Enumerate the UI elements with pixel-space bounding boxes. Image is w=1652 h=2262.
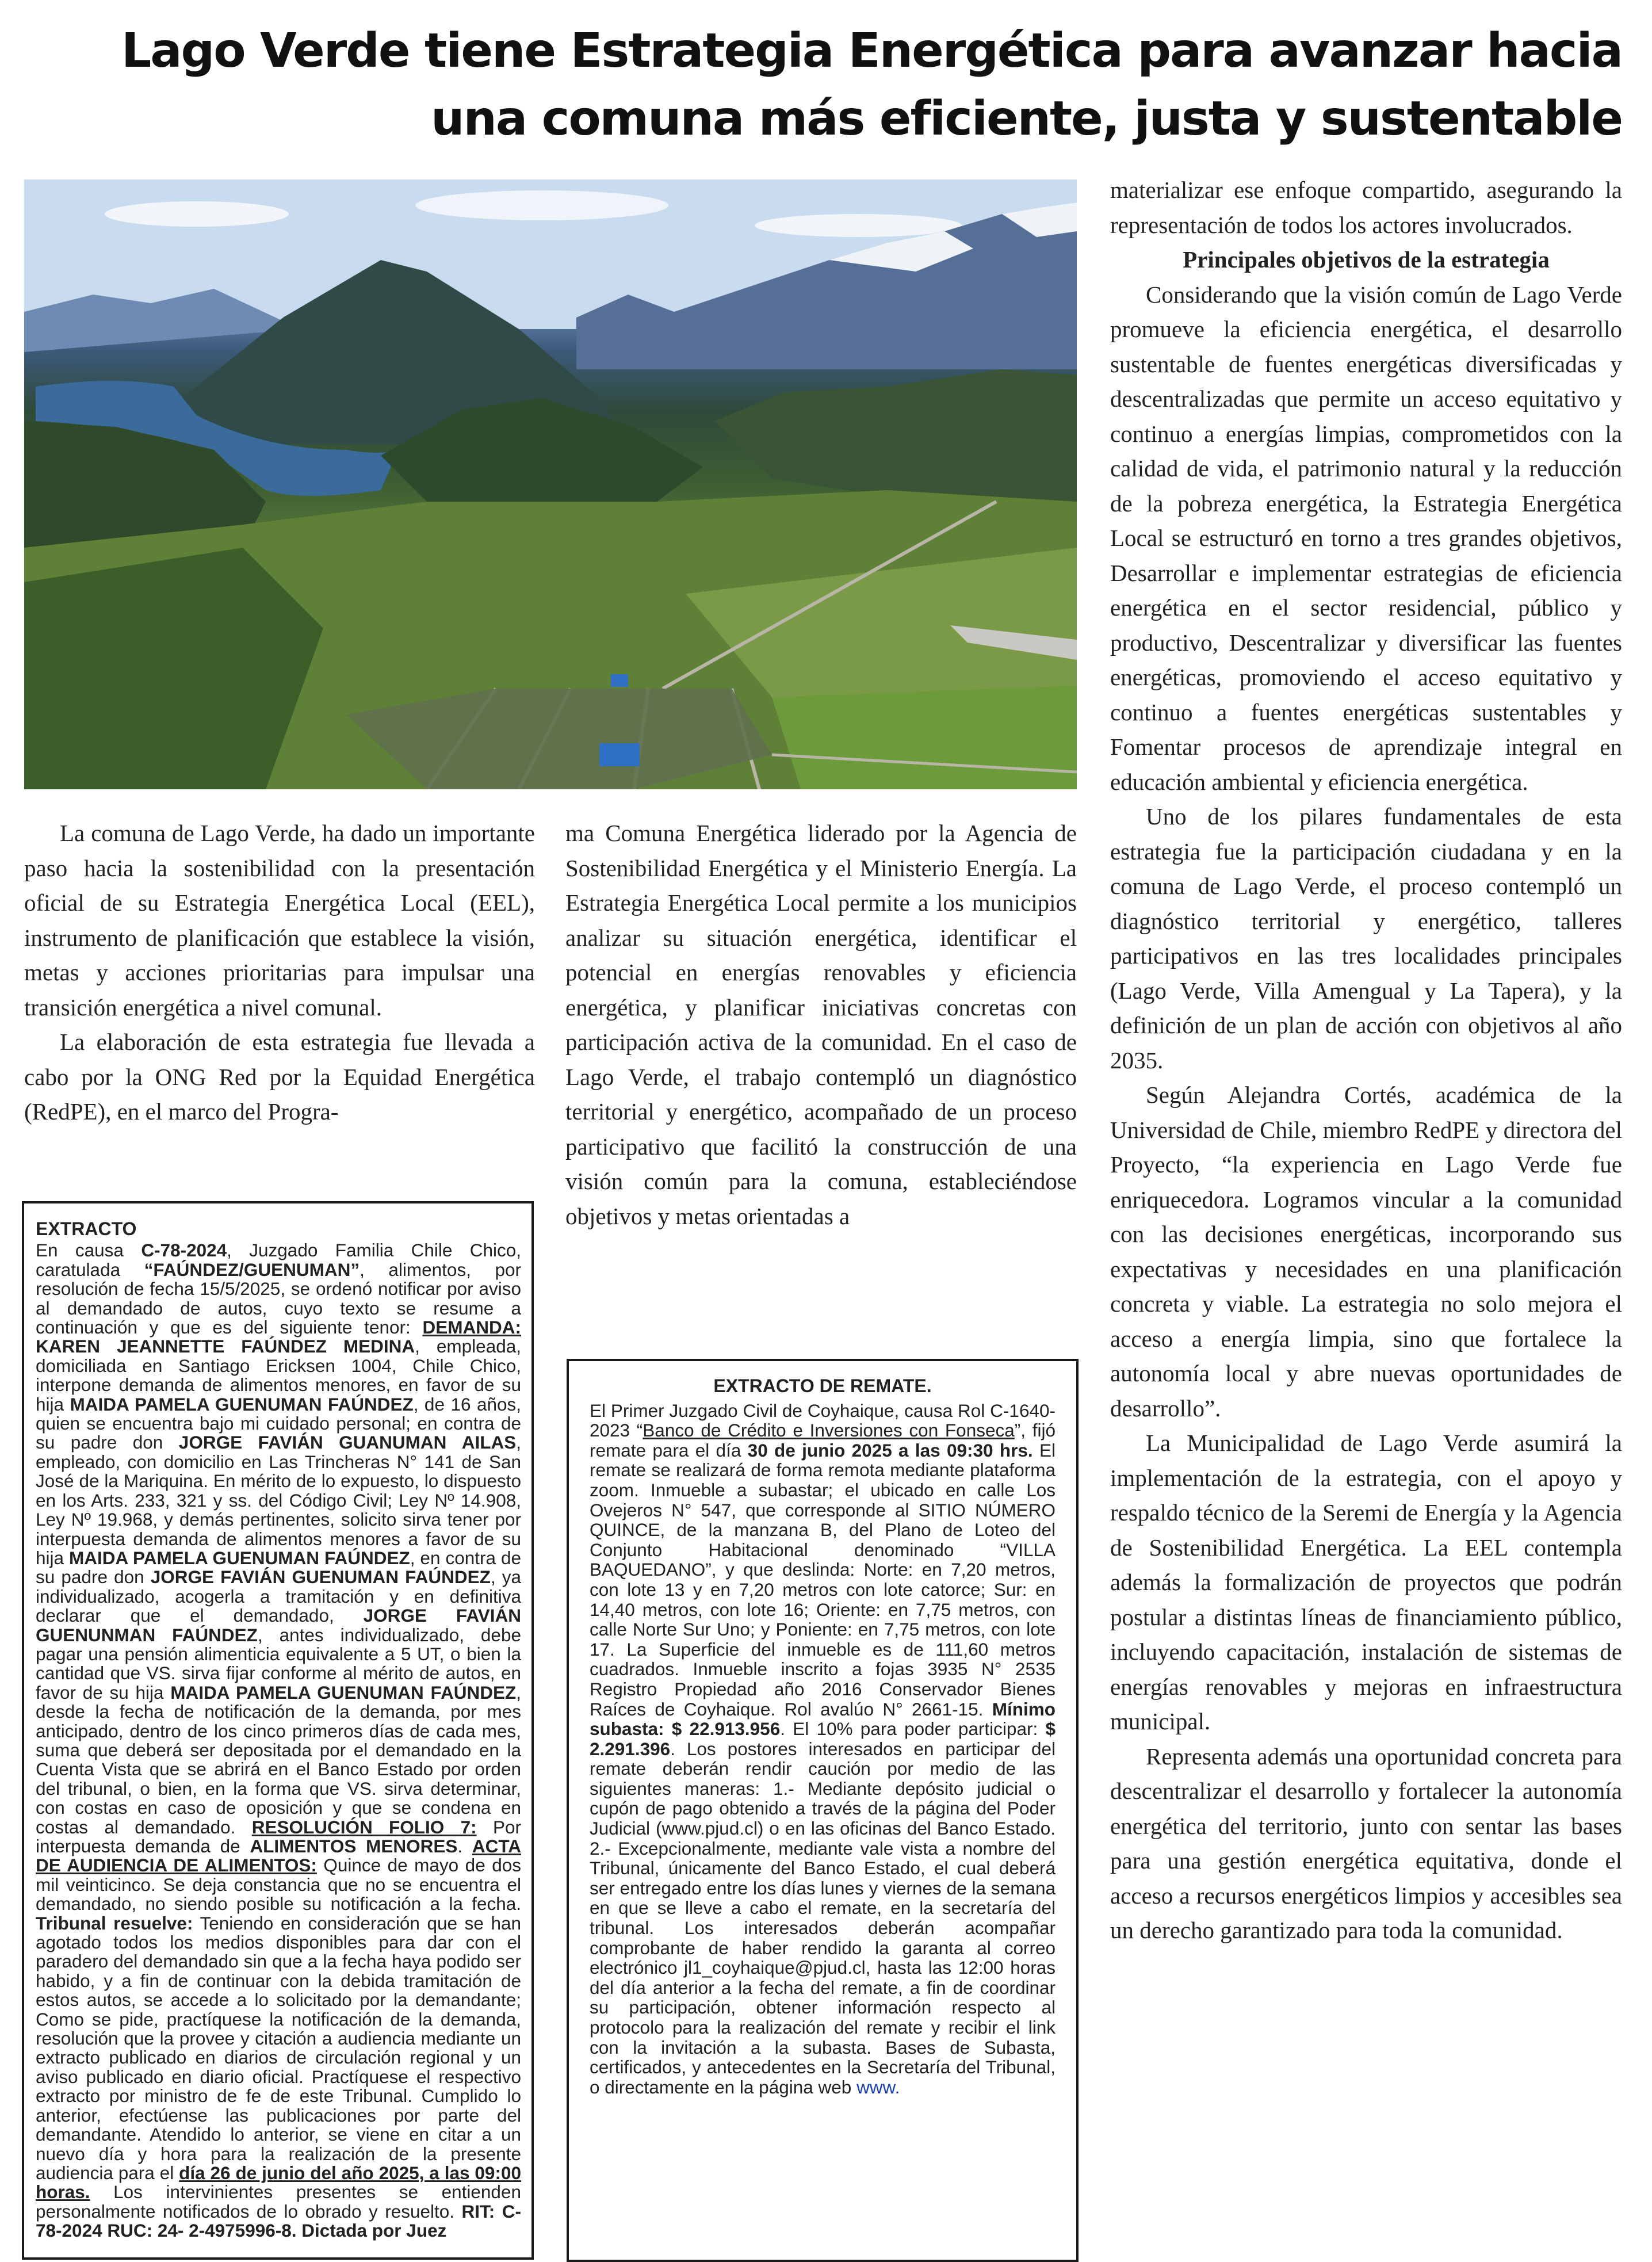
paragraph: Uno de los pilares fundamentales de esta estrategia fue la participación ciudadana y en la comuna de Lago Verde, el proceso contempló un diagnóstico territorial y energético, talleres participativos en las tres localidades principales (Lago Verde, Villa Amengual y La Tapera), y la definición de un plan de acción con objetivos al año 2035.: [1110, 803, 1622, 1073]
party-name: KAREN JEANNETTE FAÚNDEZ MEDINA: [36, 1336, 415, 1357]
party-name: JORGE FAVIÁN GUENUMAN FAÚNDEZ: [150, 1566, 491, 1588]
article-column-right: [1110, 173, 1622, 1948]
party-name: JORGE FAVIÁN GUENUNMAN FAÚNDEZ: [36, 1605, 521, 1645]
text: , antes individualizado, debe pagar una pensión alimenticia equivalente a 5 UT, o bien la cantidad que VS. sirva fijar conforme al mérito de autos, en favor de su hija: [36, 1624, 521, 1703]
paragraph: ma Comuna Energética liderado por la Agencia de Sostenibilidad Energética y el Ministerio Energía. La Estrategia Energética Local permite a los municipios analizar su situación energética, identificar el potencial en energías renovables y eficiencia energética, y planificar iniciativas concretas con participación activa de la comunidad. En el caso de Lago Verde, el trabajo contempló un diagnóstico territorial y energético, acompañado de un proceso participativo que facilitó la construcción de una visión común para la comuna, estableciéndose objetivos y metas orientadas a: [565, 820, 1077, 1229]
auction-date: 30 de junio 2025 a las 09:30 hrs.: [747, 1439, 1033, 1461]
text: . Los postores interesados en participar del remate deberán rendir caución por medio de las siguientes maneras: 1.- Mediante depósito judicial o cupón de pago obtenido a través de la página del Poder Judicial (www.pjud.cl) o en las oficinas del Banco Estado. 2.- Excepcionalmente, mediante vale vista a nombre del Tribunal, únicamente del Banco Estado, el cual deberá ser entregado entre los días lunes y viernes de la semana en que se lleve a cabo el remate, en la secretaría del tribunal. Los interesados deberán acompañar comprobante de haber rendido la garanta al correo electrónico jl1_coyhaique@pjud.cl, hasta las 12:00 horas del día anterior a la fecha del remate, a fin de coordinar su participación, obtener información respecto al protocolo para la realización del remate y recibir el link con la invitación a la subasta. Bases de Subasta, certificados, y antecedentes en la Secretaría del Tribunal, o directamente en la página web: [590, 1738, 1056, 2097]
text: , desde la fecha de notificación de la demanda, por mes anticipado, dentro de los cinco primeros días de cada mes, suma que deberá ser depositada por el demandado en la Cuenta Vista que se abrirá en el Banco Estado por orden del tribunal, o bien, en la forma que VS. sirva determinar, con costas en caso de oposición y que se condena en costas al demandado.: [36, 1682, 521, 1837]
party-name: MAIDA PAMELA GUENUMAN FAÚNDEZ: [69, 1547, 410, 1568]
emphasis: ALIMENTOS MENORES: [250, 1836, 458, 1856]
case-title: Banco de Crédito e Inversiones con Fonseca: [643, 1420, 1015, 1441]
party-name: JORGE FAVIÁN GUANUMAN AILAS: [178, 1432, 517, 1453]
notice-title: EXTRACTO: [36, 1218, 137, 1239]
text: Los intervinientes presentes se entienden personalmente notificados de lo obrado y resuelto.: [36, 2181, 521, 2222]
section-label: DEMANDA:: [422, 1317, 521, 1338]
section-label: ACTA DE AUDIENCIA DE ALIMENTOS:: [36, 1836, 521, 1876]
text: El remate se realizará de forma remota mediante plataforma zoom. Inmueble a subastar; el ubicado en calle Los Ovejeros N° 547, que corresponde al SITIO NÚMERO QUINCE, de la manzana B, del Plano de Loteo del Conjunto Habitacional denominado “VILLA BAQUEDANO”, y que deslinda: Norte: en 7,20 metros, con lote 13 y en 7,20 metros con lote catorce; Sur: en 14,40 metros, con lote 16; Oriente: en 7,75 metros, con calle Norte Sur Uno; y Poniente: en 7,75 metros, con lote 17. La Superficie del inmueble es de 111,60 metros cuadrados. Inmueble inscrito a fojas 3935 N° 2535 Registro Propiedad año 2016 Conservador Bienes Raíces de Coyhaique. Rol avalúo N° 2661-15.: [590, 1439, 1056, 1720]
text: , alimentos, por resolución de fecha 15/5/2025, se ordenó notificar por aviso al demandado de autos, cuyo texto se resume a continuación y que es del siguiente tenor:: [36, 1259, 521, 1338]
text: , empleado, con domicilio en Las Trincheras N° 141 de San José de la Mariquina. En mérito de lo expuesto, lo dispuesto en los Arts. 233, 321 y ss. del Código Civil; Ley Nº 14.908, Ley Nº 19.968, y demás pertinentes, solicito sirva tener por interpuesta demanda de alimentos menores a favor de su hija: [36, 1432, 521, 1568]
text: En causa: [36, 1240, 142, 1261]
text: Por interpuesta demanda de: [36, 1816, 521, 1856]
paragraph: Considerando que la visión común de Lago Verde promueve la eficiencia energética, el desarrollo sustentable de fuentes energéticas diversificadas y descentralizadas que permite un acceso equitativo y continuo a energías limpias, comprometidos con la calidad de vida, el patrimonio natural y la reducción de la pobreza energética, la Estrategia Energética Local se estructuró en torno a tres grandes objetivos, Desarrollar e implementar estrategias de eficiencia energética en el sector residencial, público y productivo, Descentralizar y diversificar las fuentes energéticas, promoviendo el acceso equitativo y continuo a fuentes energéticas sustentables y Fomentar procesos de aprendizaje integral en educación ambiental y eficiencia energética.: [1110, 281, 1622, 795]
paragraph: Según Alejandra Cortés, académica de la Universidad de Chile, miembro RedPE y directora del Proyecto, “la experiencia en Lago Verde fue enriquecedora. Logramos vincular a la comunidad con las decisiones energéticas, incorporando sus expectativas y necesidades en una planificación concreta y viable. La estrategia no solo mejora el acceso a energía limpia, sino que fortalece la autonomía local y abre nuevas oportunidades de desarrollo”.: [1110, 1082, 1622, 1422]
case-number: C-78-2024: [141, 1240, 227, 1261]
article-photo: [24, 179, 1077, 789]
text: , de 16 años, quien se encuentra bajo mi cuidado personal; en contra de su padre don: [36, 1393, 522, 1453]
text: . El 10% para poder participar:: [780, 1718, 1046, 1740]
text: Teniendo en consideración que se han agotado todos los medios disponibles para dar con el paradero del demandado sin que a la fecha haya podido ser habido, y a fin de continuar con la debida tramitación de estos autos, se accede a lo solicitado por la demandante; Como se pide, practíquese la notificación de la demanda, resolución que la provee y citación a audiencia mediante un extracto publicado en diarios de circulación regional y un aviso publicado en diario oficial. Practíquese el respectivo extracto por ministro de fe de este Tribunal. Cumplido lo anterior, efectúense las publicaciones por parte del demandante. Atendido lo anterior, se viene en citar a un nuevo día y hora para la realización de la presente audiencia para el: [36, 1912, 521, 2183]
headline-line-2: una comuna más eficiente, justa y sustentable: [431, 91, 1622, 146]
party-name: MAIDA PAMELA GUENUMAN FAÚNDEZ: [170, 1682, 517, 1703]
case-title: “FAÚNDEZ/GUENUMAN”: [144, 1259, 360, 1280]
text: , en contra de su padre don: [36, 1547, 521, 1588]
notice-title: EXTRACTO DE REMATE.: [713, 1375, 932, 1396]
hearing-date: día 26 de junio del año 2025, a las 09:00 horas.: [36, 2162, 521, 2203]
text: , empleada, domiciliada en Santiago Ericksen 1004, Chile Chico, interpone demanda de alimentos menores, en favor de su hija: [36, 1336, 522, 1415]
legal-notice-remate: [567, 1359, 1079, 2262]
aerial-landscape-illustration: [24, 179, 1077, 789]
article-column-left: [24, 816, 535, 1129]
text: El Primer Juzgado Civil de Coyhaique, causa Rol C-1640-2023 “: [590, 1400, 1056, 1441]
website-link[interactable]: www.: [856, 2076, 900, 2097]
text: Quince de mayo de dos mil veinticinco. Se deja constancia que no se encuentra el demandado, no siendo posible su notificación a la fecha.: [36, 1855, 521, 1915]
case-reference: RIT: C-78-2024 RUC: 24- 2-4975996-8. Dictada por Juez: [36, 2200, 521, 2241]
section-label: RESOLUCIÓN FOLIO 7:: [251, 1816, 477, 1837]
paragraph: materializar ese enfoque compartido, asegurando la representación de todos los actores involucrados.: [1110, 177, 1622, 238]
paragraph: La Municipalidad de Lago Verde asumirá la implementación de la estrategia, con el apoyo y respaldo técnico de la Seremi de Energía y la Agencia de Sostenibilidad Energética. La EEL contempla además la formalización de proyectos que podrán postular a distintas líneas de financiamiento público, incluyendo capacitación, instalación de sistemas de energías renovables y mejoras en infraestructura municipal.: [1110, 1430, 1622, 1734]
section-subheading: Principales objetivos de la estrategia: [1183, 246, 1550, 273]
paragraph: La comuna de Lago Verde, ha dado un importante paso hacia la sostenibilidad con la presentación oficial de su Estrategia Energética Local (EEL), instrumento de planificación que establece la visión, metas y acciones prioritarias para impulsar una transición energética a nivel comunal.: [24, 820, 535, 1021]
notice-body: [36, 1241, 521, 2240]
deposit-amount: $ 2.291.396: [590, 1718, 1056, 1759]
text: ”, fijó remate para el día: [590, 1420, 1056, 1461]
article-headline: [23, 17, 1622, 153]
minimum-bid: Mínimo subasta: $ 22.913.956: [590, 1698, 1056, 1740]
party-name: MAIDA PAMELA GUENUMAN FAÚNDEZ: [70, 1393, 414, 1415]
headline-line-1: Lago Verde tiene Estrategia Energética para avanzar hacia: [121, 24, 1622, 78]
notice-body: [590, 1401, 1056, 2097]
text: .: [457, 1836, 472, 1856]
paragraph: La elaboración de esta estrategia fue llevada a cabo por la ONG Red por la Equidad Energética (RedPE), en el marco del Progra-: [24, 1029, 535, 1125]
article-column-middle: [565, 816, 1077, 1233]
emphasis: Tribunal resuelve:: [36, 1912, 193, 1934]
legal-notice-extracto: [22, 1201, 534, 2260]
paragraph: Representa además una oportunidad concreta para descentralizar el desarrollo y fortalecer la autonomía energética del territorio, junto con sentar las bases para una gestión energética equitativa, donde el acceso a recursos energéticos limpios y accesibles sea un derecho garantizado para toda la comunidad.: [1110, 1743, 1622, 1943]
text: , Juzgado Familia Chile Chico, caratulada: [36, 1240, 522, 1280]
text: , ya individualizado, acogerla a tramitación y en definitiva declarar que el demandado,: [36, 1566, 521, 1626]
